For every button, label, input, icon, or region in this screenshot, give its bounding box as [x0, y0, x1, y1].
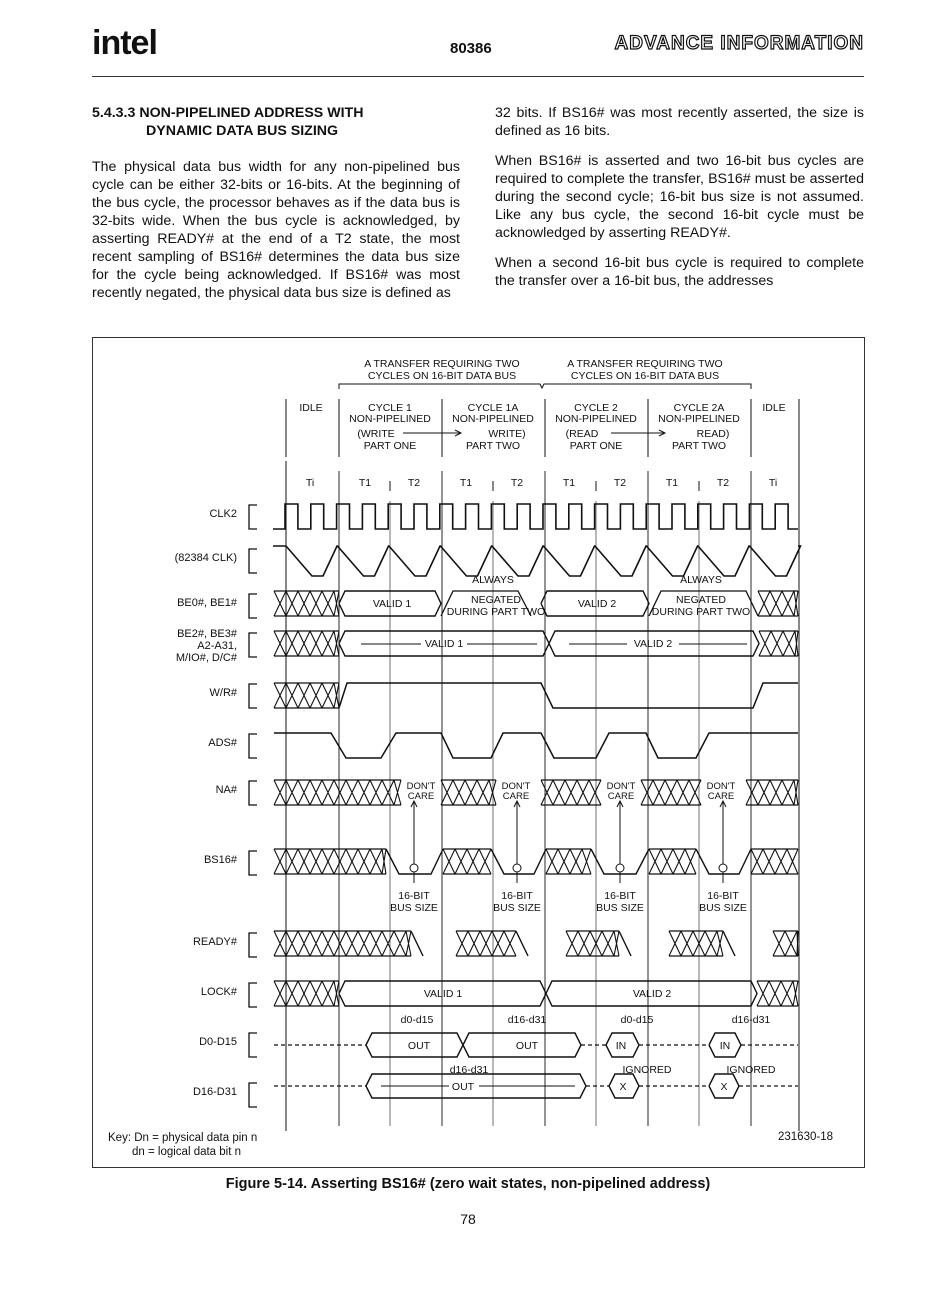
state-label-7: T1 — [665, 477, 679, 489]
signal-label-0: CLK2 — [209, 508, 237, 520]
ready-invalid-3 — [566, 931, 619, 956]
lock-valid1-label: VALID 1 — [423, 988, 463, 1000]
left-column — [92, 104, 460, 314]
be01-valid2-label: VALID 2 — [577, 598, 617, 610]
bs16-sample-dot-2 — [616, 864, 624, 872]
bs16-sample-dot-0 — [410, 864, 418, 872]
ads-wave — [274, 733, 798, 758]
cycle-label-3: CYCLE 2 — [574, 402, 618, 414]
lock-invalid-start — [274, 981, 339, 1006]
na-invalid-2 — [441, 780, 496, 805]
transfer-label-1-line1: A TRANSFER REQUIRING TWO — [567, 358, 723, 370]
ignored-label-2: IGNORED — [726, 1064, 776, 1076]
d0-in-label-1: IN — [615, 1040, 627, 1052]
ready-low-4 — [723, 931, 735, 956]
cycle-part-1: PART ONE — [363, 440, 417, 452]
ready-low-3 — [619, 931, 631, 956]
right-paragraph-1: 32 bits. If BS16# was most recently asserted, the size is defined as 16 bits. — [495, 105, 864, 139]
transfer-label-0-line1: A TRANSFER REQUIRING TWO — [364, 358, 520, 370]
na-dont-3: DON'T — [706, 781, 736, 792]
signal-bracket-6 — [249, 781, 257, 805]
bs16-bussize-0: BUS SIZE — [390, 902, 438, 914]
signal-label-3-0: A2-A31, — [197, 640, 237, 652]
left-paragraph: The physical data bus width for any non-pipelined bus cycle can be either 32-bits or 16-bits. At the beginning of the bus cycle, the processor behaves as if the data bus is 32-bits wide. When the bus cycle is acknowledged, by asserting READY# at the end of a T2 state, the most recent sampling of BS16# determines the data bus size for the cycle being acknowledged. If BS16# was most recently negated, the physical data bus size is defined as — [92, 159, 460, 301]
right-paragraph-2: When BS16# is asserted and two 16-bit bus cycles are required to complete the transfer, BS16# must be asserted during the second cycle; 16-bit bus size is not assumed. Like any bus cycle, the second 16-bit cycle must be acknowledged by asserting READY#. — [495, 153, 864, 241]
signal-label-8: READY# — [192, 936, 237, 948]
negated-label-2: NEGATED — [676, 594, 726, 606]
figure-key — [108, 1131, 257, 1159]
bs16-sample-dot-3 — [719, 864, 727, 872]
be01-invalid-start — [274, 591, 339, 616]
cycle-type-2: NON-PIPELINED — [452, 413, 534, 425]
signal-bracket-10 — [249, 1033, 257, 1057]
key-line-1: Key: Dn = physical data pin n — [108, 1132, 258, 1144]
bs16-16bit-2: 16-BIT — [604, 890, 636, 902]
signal-label-6: NA# — [215, 784, 237, 796]
d16-x-label-2: X — [720, 1081, 728, 1093]
intel-logo: intel — [92, 24, 157, 62]
bs16-16bit-1: 16-BIT — [501, 890, 533, 902]
always-label-1: ALWAYS — [472, 574, 514, 586]
bs16-16bit-0: 16-BIT — [398, 890, 430, 902]
ready-invalid-2 — [456, 931, 516, 956]
cycle-op-3: (READ — [565, 428, 599, 440]
timing-diagram-figure — [92, 337, 865, 1168]
figure-id: 231630-18 — [778, 1131, 833, 1143]
bs16-invalid-4 — [649, 849, 696, 874]
during-label-1: DURING PART TWO — [446, 606, 546, 618]
na-invalid-4 — [641, 780, 701, 805]
always-label-2: ALWAYS — [680, 574, 722, 586]
state-label-8: T2 — [716, 477, 730, 489]
d0-in-label-2: IN — [719, 1040, 731, 1052]
state-label-9: Ti — [768, 477, 778, 489]
bs16-invalid-2 — [443, 849, 491, 874]
clk2-wave — [273, 504, 798, 529]
lock-invalid-end — [757, 981, 798, 1006]
signal-label-9: LOCK# — [200, 986, 237, 998]
state-label-2: T2 — [407, 477, 421, 489]
signal-label-3-1: M/IO#, D/C# — [175, 652, 237, 664]
signal-label-3: BE2#, BE3# — [177, 628, 237, 640]
be01-valid1-label: VALID 1 — [372, 598, 412, 610]
right-paragraph-3: When a second 16-bit bus cycle is required to complete the transfer over a 16-bit bus, the addresses — [495, 255, 864, 289]
d16-x-label-1: X — [619, 1081, 627, 1093]
section-heading — [92, 104, 460, 140]
wr-invalid-start — [274, 683, 339, 708]
cycle-type-1: NON-PIPELINED — [349, 413, 431, 425]
signal-label-4: W/R# — [209, 687, 237, 699]
signal-label-5: ADS# — [208, 737, 237, 749]
cycle-label-5: IDLE — [762, 402, 786, 414]
key-line-2: dn = logical data bit n — [132, 1146, 242, 1158]
bs16-invalid-3 — [546, 849, 591, 874]
bs16-invalid-5 — [751, 849, 798, 874]
signal-bracket-3 — [249, 633, 257, 657]
na-care-1: CARE — [502, 791, 530, 802]
d0-data-label-3: d0-d15 — [620, 1014, 654, 1026]
d16-data-label: d16-d31 — [449, 1064, 489, 1076]
cycle-part-4: PART TWO — [671, 440, 727, 452]
cycle-label-0: IDLE — [299, 402, 323, 414]
bs16-bussize-2: BUS SIZE — [596, 902, 644, 914]
na-care-3: CARE — [707, 791, 735, 802]
chip-name: 80386 — [450, 40, 492, 57]
signal-bracket-7 — [249, 851, 257, 875]
advance-information-banner: ADVANCE INFORMATION — [614, 33, 864, 54]
header-rule — [92, 76, 864, 77]
d0-data-label-4: d16-d31 — [731, 1014, 771, 1026]
negated-label-1: NEGATED — [471, 594, 521, 606]
addr-valid1-label: VALID 1 — [424, 638, 464, 650]
bs16-sample-dot-1 — [513, 864, 521, 872]
signal-label-10: D0-D15 — [199, 1036, 237, 1048]
signal-bracket-5 — [249, 734, 257, 758]
bs16-16bit-3: 16-BIT — [707, 890, 739, 902]
page-number: 78 — [460, 1211, 476, 1227]
cycle-op-2: WRITE) — [488, 428, 526, 440]
bs16-bussize-1: BUS SIZE — [493, 902, 541, 914]
na-invalid-1 — [274, 780, 401, 805]
addr-valid2-label: VALID 2 — [633, 638, 673, 650]
cycle-type-4: NON-PIPELINED — [658, 413, 740, 425]
signal-bracket-9 — [249, 983, 257, 1007]
bs16-bussize-3: BUS SIZE — [699, 902, 747, 914]
cycle-op-1: (WRITE — [357, 428, 395, 440]
timing-diagram — [93, 338, 866, 1169]
ready-invalid-1 — [274, 931, 411, 956]
addr-invalid-start — [274, 631, 339, 656]
na-invalid-3 — [541, 780, 601, 805]
ready-invalid-5 — [773, 931, 798, 956]
ready-low-2 — [516, 931, 528, 956]
transfer-brace — [339, 384, 751, 389]
na-dont-1: DON'T — [501, 781, 531, 792]
signal-label-7: BS16# — [203, 854, 237, 866]
state-label-4: T2 — [510, 477, 524, 489]
section-heading-line1: 5.4.3.3 NON-PIPELINED ADDRESS WITH — [92, 105, 364, 121]
right-column — [495, 104, 864, 302]
cycle-part-2: PART TWO — [465, 440, 521, 452]
during-label-2: DURING PART TWO — [651, 606, 751, 618]
state-label-5: T1 — [562, 477, 576, 489]
lock-valid2-label: VALID 2 — [632, 988, 672, 1000]
cycle-part-3: PART ONE — [569, 440, 623, 452]
d0-data-label-1: d0-d15 — [400, 1014, 434, 1026]
ready-invalid-4 — [669, 931, 723, 956]
cycle-op-4: READ) — [696, 428, 730, 440]
signal-bracket-2 — [249, 594, 257, 618]
signal-bracket-8 — [249, 933, 257, 957]
signal-label-11: D16-D31 — [192, 1086, 237, 1098]
cycle-label-2: CYCLE 1A — [467, 402, 519, 414]
figure-caption: Figure 5-14. Asserting BS16# (zero wait states, non-pipelined address) — [225, 1176, 711, 1192]
d16-out-label: OUT — [451, 1081, 475, 1093]
clk-82384-wave — [273, 546, 801, 576]
state-label-3: T1 — [459, 477, 473, 489]
signal-bracket-1 — [249, 549, 257, 573]
cycle-label-1: CYCLE 1 — [368, 402, 412, 414]
wr-wave — [339, 683, 798, 708]
be01-invalid-end — [758, 591, 798, 616]
cycle-label-4: CYCLE 2A — [673, 402, 725, 414]
transfer-label-0-line2: CYCLES ON 16-BIT DATA BUS — [367, 370, 517, 382]
na-dont-2: DON'T — [606, 781, 636, 792]
state-label-1: T1 — [358, 477, 372, 489]
na-dont-0: DON'T — [406, 781, 436, 792]
na-care-2: CARE — [607, 791, 635, 802]
na-invalid-5 — [746, 780, 798, 805]
na-care-0: CARE — [407, 791, 435, 802]
state-label-6: T2 — [613, 477, 627, 489]
signal-label-2: BE0#, BE1# — [177, 597, 237, 609]
signal-bracket-0 — [249, 505, 257, 529]
ignored-label-1: IGNORED — [622, 1064, 672, 1076]
bs16-invalid-1 — [274, 849, 386, 874]
d0-out-label-1: OUT — [407, 1040, 431, 1052]
transfer-label-1-line2: CYCLES ON 16-BIT DATA BUS — [570, 370, 720, 382]
addr-invalid-end — [759, 631, 798, 656]
d0-out-label-2: OUT — [515, 1040, 539, 1052]
cycle-type-3: NON-PIPELINED — [555, 413, 637, 425]
d0-data-label-2: d16-d31 — [507, 1014, 547, 1026]
state-label-0: Ti — [305, 477, 315, 489]
signal-bracket-11 — [249, 1083, 257, 1107]
ready-low-1 — [411, 931, 423, 956]
section-heading-line2: DYNAMIC DATA BUS SIZING — [146, 123, 339, 139]
signal-bracket-4 — [249, 684, 257, 708]
signal-label-1: (82384 CLK) — [174, 552, 237, 564]
